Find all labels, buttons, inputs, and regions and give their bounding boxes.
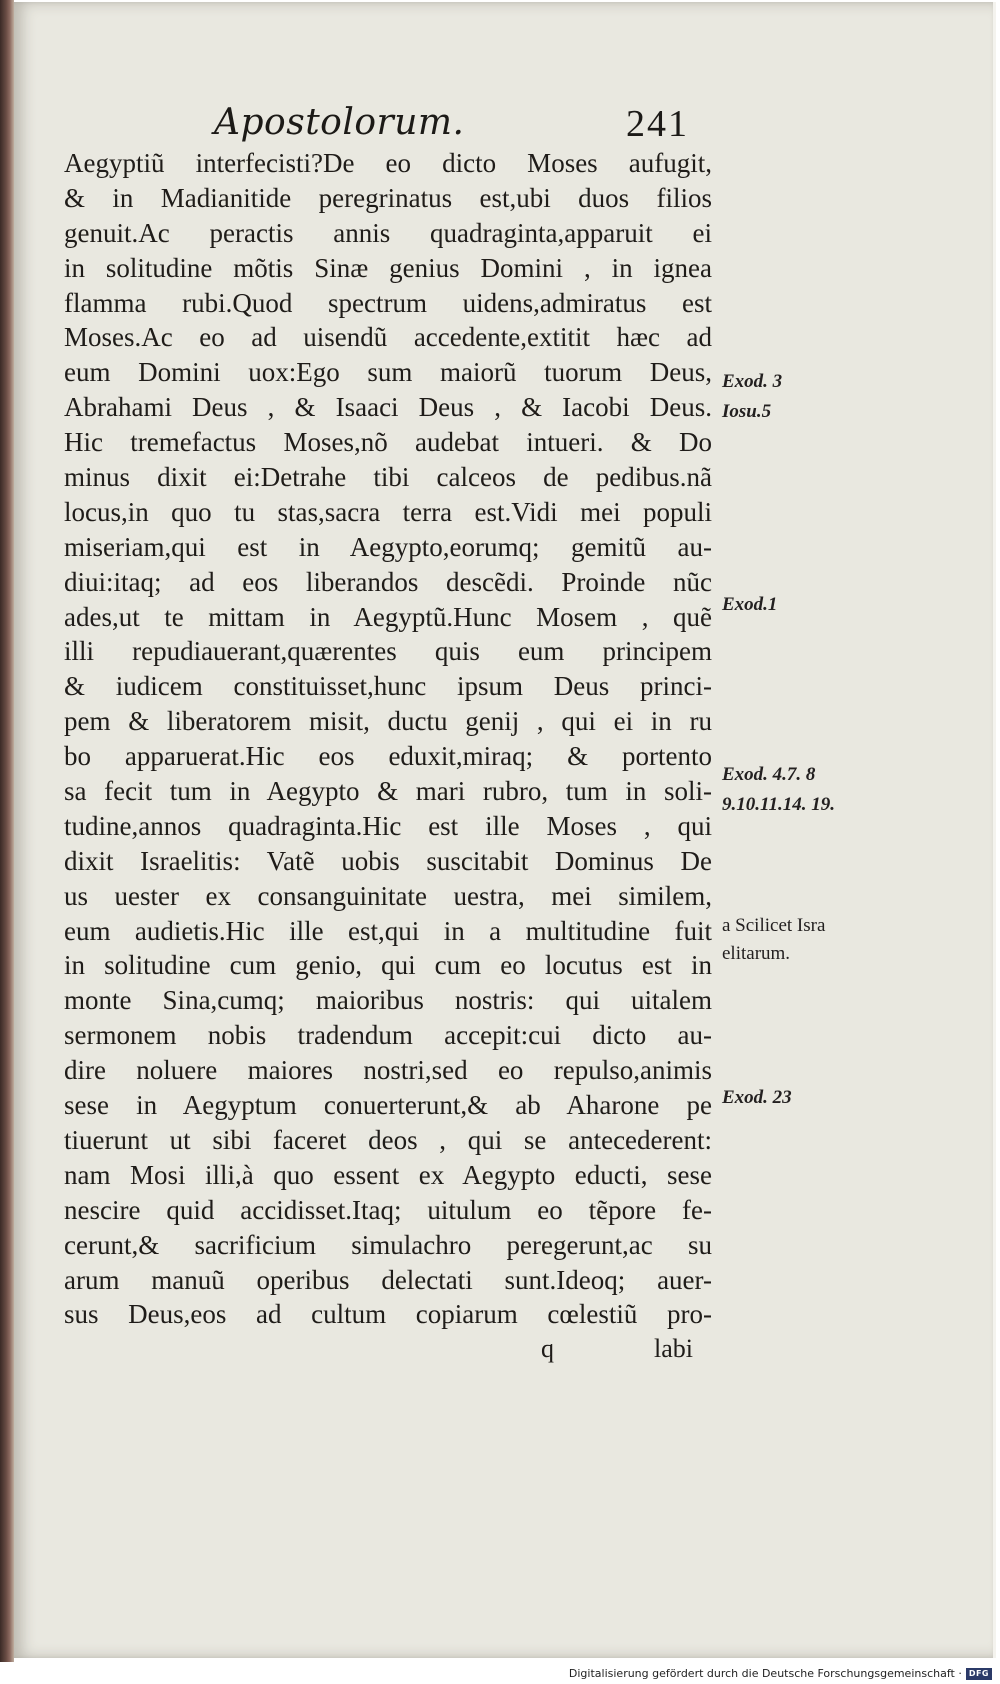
text-line: flamma rubi.Quod spectrum uidens,admiratus est: [64, 287, 712, 318]
text-line: minus dixit ei:Detrahe tibi calceos de pedibus.nã: [64, 462, 712, 493]
digitization-credit: [569, 1666, 992, 1682]
text-line: cerunt,& sacrificium simulachro peregerunt,ac su: [64, 1229, 712, 1260]
text-line: genuit.Ac peractis annis quadraginta,apparuit ei: [64, 217, 712, 248]
margin-note-iosu-5: Iosu.5: [722, 401, 772, 422]
text-line: ades,ut te mittam in Aegyptũ.Hunc Mosem , quẽ: [64, 601, 712, 632]
text-line: sus Deus,eos ad cultum copiarum cœlestiũ pro-: [64, 1299, 712, 1330]
text-line: monte Sina,cumq; maioribus nostris: qui uitalem: [64, 985, 712, 1016]
text-line: in solitudine cum genio, qui cum eo locutus est in: [64, 950, 712, 981]
text-line: dire noluere maiores nostri,sed eo repulso,animis: [64, 1055, 712, 1086]
text-line: nam Mosi illi,à quo essent ex Aegypto educti, sese: [64, 1159, 712, 1190]
catchword: labi: [654, 1334, 693, 1363]
text-line: arum manuũ operibus delectati sunt.Ideoq; auer-: [64, 1264, 712, 1295]
book-page: [14, 2, 996, 1658]
text-line: & iudicem constituisset,hunc ipsum Deus princi-: [64, 671, 712, 702]
book-binding: [0, 0, 14, 1662]
text-line: & in Madianitide peregrinatus est,ubi duos filios: [64, 182, 712, 213]
text-line: Abrahami Deus , & Isaaci Deus , & Iacobi Deus.: [64, 392, 712, 423]
text-line: us uester ex consanguinitate uestra, mei similem,: [64, 880, 712, 911]
text-line: Hic tremefactus Moses,nõ audebat intueri. & Do: [64, 427, 712, 458]
margin-note-exod-4: Exod. 4.7. 8: [722, 764, 816, 785]
body-text: [64, 146, 712, 1332]
text-line: dixit Israelitis: Vatẽ uobis suscitabit Dominus De: [64, 845, 712, 876]
text-line: sa fecit tum in Aegypto & mari rubro, tum in soli-: [64, 776, 712, 807]
page-number: 241: [626, 103, 689, 145]
margin-note-scilicet: a Scilicet Isra: [722, 915, 826, 936]
margin-note-exod-refs: 9.10.11.14. 19.: [722, 794, 835, 815]
text-line: sermonem nobis tradendum accepit:cui dicto au-: [64, 1020, 712, 1051]
text-line: tiuerunt ut sibi faceret deos , qui se antecederent:: [64, 1124, 712, 1155]
text-line: locus,in quo tu stas,sacra terra est.Vidi mei populi: [64, 496, 712, 527]
text-line: eum Domini uox:Ego sum maiorũ tuorum Deus,: [64, 357, 712, 388]
page-edge: [993, 2, 996, 1658]
text-line: eum audietis.Hic ille est,qui in a multitudine fuit: [64, 915, 712, 946]
text-line: Aegyptiũ interfecisti?De eo dicto Moses aufugit,: [64, 148, 712, 178]
text-line: bo apparuerat.Hic eos eduxit,miraq; & portento: [64, 741, 712, 772]
text-line: sese in Aegyptum conuerterunt,& ab Aharone pe: [64, 1090, 712, 1121]
margin-note-exod-23: Exod. 23: [722, 1087, 792, 1108]
text-line: pem & liberatorem misit, ductu genij , qui ei in ru: [64, 706, 712, 737]
credit-text: Digitalisierung gefördert durch die Deutsche Forschungsgemeinschaft ·: [568, 1667, 962, 1680]
dfg-logo-icon: DFG: [966, 1668, 992, 1680]
running-head: Apostolorum.: [214, 102, 465, 143]
margin-note-elitarum: elitarum.: [722, 943, 791, 964]
margin-note-exod-1: Exod.1: [722, 594, 778, 615]
signature-mark: q: [541, 1334, 554, 1363]
text-line: tudine,annos quadraginta.Hic est ille Moses , qui: [64, 810, 712, 841]
text-line: in solitudine mõtis Sinæ genius Domini , in ignea: [64, 252, 712, 283]
text-line: Moses.Ac eo ad uisendũ accedente,extitit hæc ad: [64, 322, 712, 353]
text-line: miseriam,qui est in Aegypto,eorumq; gemitũ au-: [64, 531, 712, 562]
text-line: illi repudiauerant,quærentes quis eum principem: [64, 636, 712, 667]
text-line: nescire quid accidisset.Itaq; uitulum eo tẽpore fe-: [64, 1194, 712, 1225]
text-line: diui:itaq; ad eos liberandos descẽdi. Proinde nũc: [64, 566, 712, 597]
margin-note-exod-3: Exod. 3: [722, 371, 783, 392]
